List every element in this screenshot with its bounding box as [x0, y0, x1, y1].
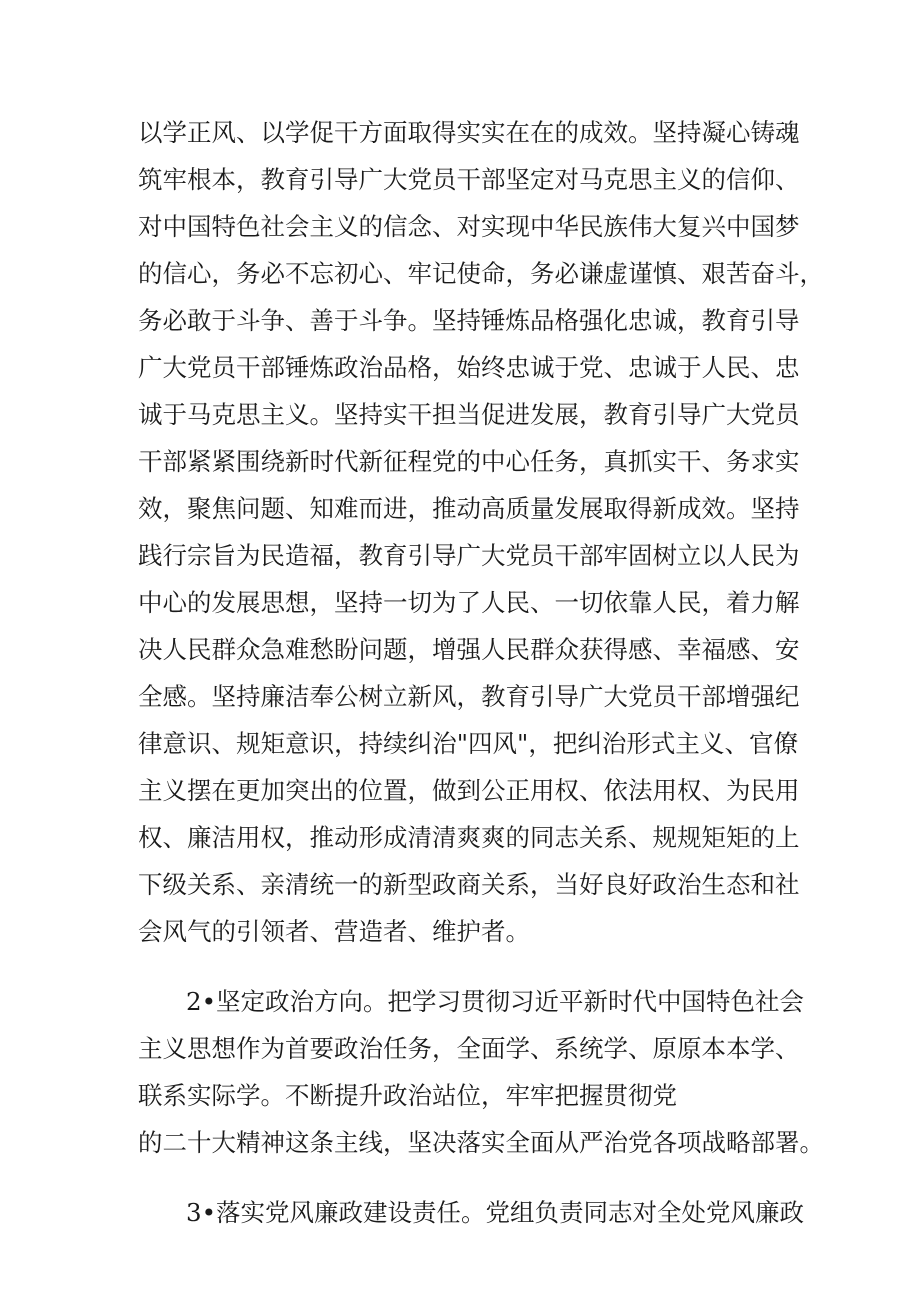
text-line: 联系实际学。不断提升政治站位，牢牢把握贯彻党	[138, 1081, 677, 1110]
text-line: 效，聚焦问题、知难而进，推动高质量发展取得新成效。坚持	[138, 494, 800, 523]
text-line: 中心的发展思想，坚持一切为了人民、一切依靠人民，着力解	[138, 588, 800, 617]
text-line: 主义摆在更加突出的位置，做到公正用权、依法用权、为民用	[138, 776, 800, 805]
text-line: 决人民群众急难愁盼问题，增强人民群众获得感、幸福感、安	[138, 635, 800, 664]
text-line: 下级关系、亲清统一的新型政商关系，当好良好政治生态和社	[138, 870, 800, 899]
text-line: 对中国特色社会主义的信念、对实现中华民族伟大复兴中国梦	[138, 212, 800, 241]
text-line: 筑牢根本，教育引导广大党员干部坚定对马克思主义的信仰、	[138, 165, 800, 194]
text-line: 权、廉洁用权，推动形成清清爽爽的同志关系、规规矩矩的上	[138, 823, 800, 852]
text-line: 2•坚定政治方向。把学习贯彻习近平新时代中国特色社会	[186, 987, 805, 1016]
text-line: 诚于马克思主义。坚持实干担当促进发展，教育引导广大党员	[138, 400, 800, 429]
text-line: 3•落实党风廉政建设责任。党组负责同志对全处党风廉政	[186, 1198, 805, 1227]
text-line: 践行宗旨为民造福，教育引导广大党员干部牢固树立以人民为	[138, 541, 800, 570]
text-line: 以学正风、以学促干方面取得实实在在的成效。坚持凝心铸魂	[138, 118, 800, 147]
text-line: 务必敢于斗争、善于斗争。坚持锤炼品格强化忠诚，教育引导	[138, 306, 800, 335]
text-line: 的二十大精神这条主线，坚决落实全面从严治党各项战略部署。	[138, 1128, 824, 1157]
text-line: 的信心，务必不忘初心、牢记使命，务必谦虚谨慎、艰苦奋斗，	[138, 259, 824, 288]
text-line: 律意识、规矩意识，持续纠治"四风"，把纠治形式主义、官僚	[138, 729, 798, 758]
text-line: 广大党员干部锤炼政治品格，始终忠诚于党、忠诚于人民、忠	[138, 353, 800, 382]
text-line: 主义思想作为首要政治任务，全面学、系统学、原原本本学、	[138, 1034, 800, 1063]
text-line: 会风气的引领者、营造者、维护者。	[138, 917, 530, 946]
text-line: 全感。坚持廉洁奉公树立新风，教育引导广大党员干部增强纪	[138, 682, 800, 711]
text-line: 干部紧紧围绕新时代新征程党的中心任务，真抓实干、务求实	[138, 447, 800, 476]
